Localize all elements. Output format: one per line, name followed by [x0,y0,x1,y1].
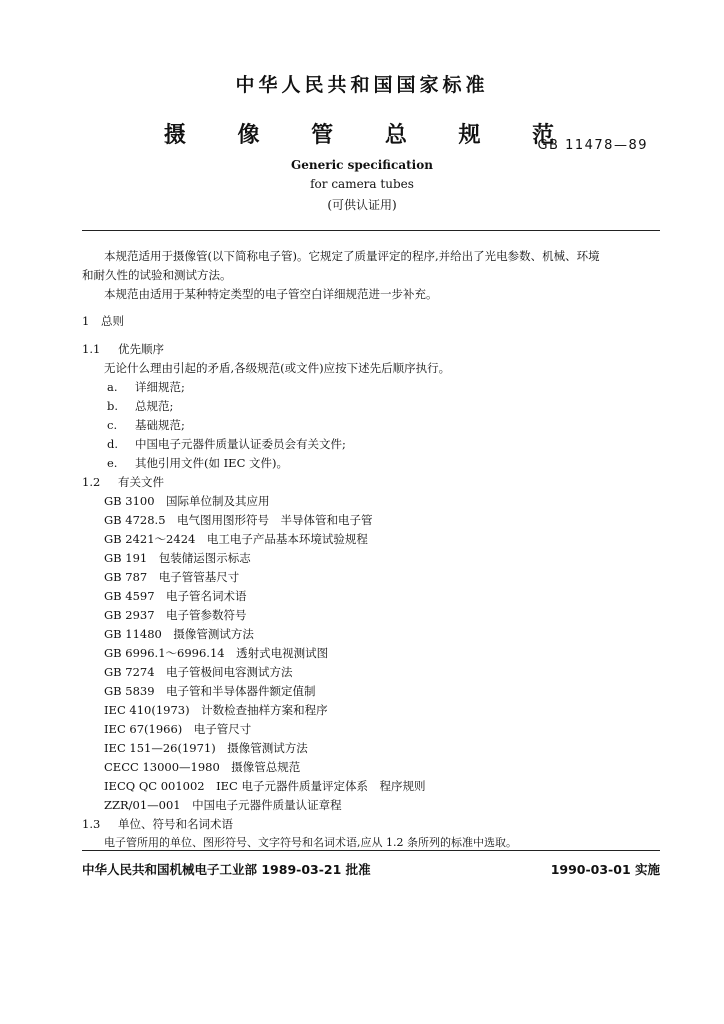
clause-number: 1.3 [82,817,101,831]
section-title: 总则 [101,314,124,328]
reference-item: GB 5839 电子管和半导体器件额定值制 [104,684,316,698]
reference-item: GB 6996.1～6996.14 透射式电视测试图 [104,646,329,660]
list-item: 基础规范; [135,418,185,432]
reference-item: GB 4728.5 电气图用图形符号 半导体管和电子管 [104,513,373,527]
reference-item: ZZR/01—001 中国电子元器件质量认证章程 [104,798,342,812]
reference-item: CECC 13000—1980 摄像管总规范 [104,760,301,774]
certification-note: (可供认证用) [327,198,397,212]
intro-paragraph-1-line-2: 和耐久性的试验和测试方法。 [82,268,232,282]
issuing-organization: 中华人民共和国国家标准 [235,74,489,96]
standard-number: GB 11478—89 [537,138,648,153]
reference-item: GB 191 包装储运图示标志 [104,551,251,565]
clause-title: 优先顺序 [118,342,164,356]
reference-item: GB 4597 电子管名词术语 [104,589,247,603]
reference-item: IEC 151—26(1971) 摄像管测试方法 [104,741,308,755]
list-item-letter: a. [107,380,118,394]
clause-number: 1.1 [82,342,101,356]
intro-paragraph-1-line-1: 本规范适用于摄像管(以下简称电子管)。它规定了质量评定的程序,并给出了光电参数、机械、环境 [104,249,600,263]
list-item-letter: e. [107,456,118,470]
clause-text: 无论什么理由引起的矛盾,各级规范(或文件)应按下述先后顺序执行。 [104,361,451,375]
footer-divider [82,850,660,851]
reference-item: GB 11480 摄像管测试方法 [104,627,254,641]
list-item-letter: d. [107,437,119,451]
reference-item: GB 7274 电子管极间电容测试方法 [104,665,293,679]
section-number: 1 [82,314,90,328]
document-title: 摄 像 管 总 规 范 [163,123,577,148]
reference-item: GB 3100 国际单位制及其应用 [104,494,270,508]
intro-paragraph-2: 本规范由适用于某种特定类型的电子管空白详细规范进一步补充。 [104,287,438,301]
list-item-letter: c. [107,418,118,432]
reference-item: IEC 67(1966) 电子管尺寸 [104,722,252,736]
reference-item: GB 787 电子管管基尺寸 [104,570,240,584]
list-item-letter: b. [107,399,119,413]
clause-title: 单位、符号和名词术语 [118,817,233,831]
clause-number: 1.2 [82,475,101,489]
header-divider [82,230,660,231]
english-title-line1: Generic specification [291,158,433,172]
clause-title: 有关文件 [118,475,164,489]
list-item: 中国电子元器件质量认证委员会有关文件; [135,437,346,451]
reference-item: IECQ QC 001002 IEC 电子元器件质量评定体系 程序规则 [104,779,426,793]
list-item: 详细规范; [135,380,185,394]
clause-text: 电子管所用的单位、图形符号、文字符号和名词术语,应从 1.2 条所列的标准中选取。 [104,836,517,849]
reference-item: GB 2937 电子管参数符号 [104,608,247,622]
english-title-line2: for camera tubes [310,177,414,191]
list-item: 其他引用文件(如 IEC 文件)。 [135,456,289,470]
reference-item: IEC 410(1973) 计数检查抽样方案和程序 [104,703,328,717]
reference-item: GB 2421～2424 电工电子产品基本环境试验规程 [104,532,368,546]
list-item: 总规范; [135,399,174,413]
approval-statement: 中华人民共和国机械电子工业部 1989-03-21 批准 [82,862,371,877]
effective-date: 1990-03-01 实施 [550,862,660,877]
